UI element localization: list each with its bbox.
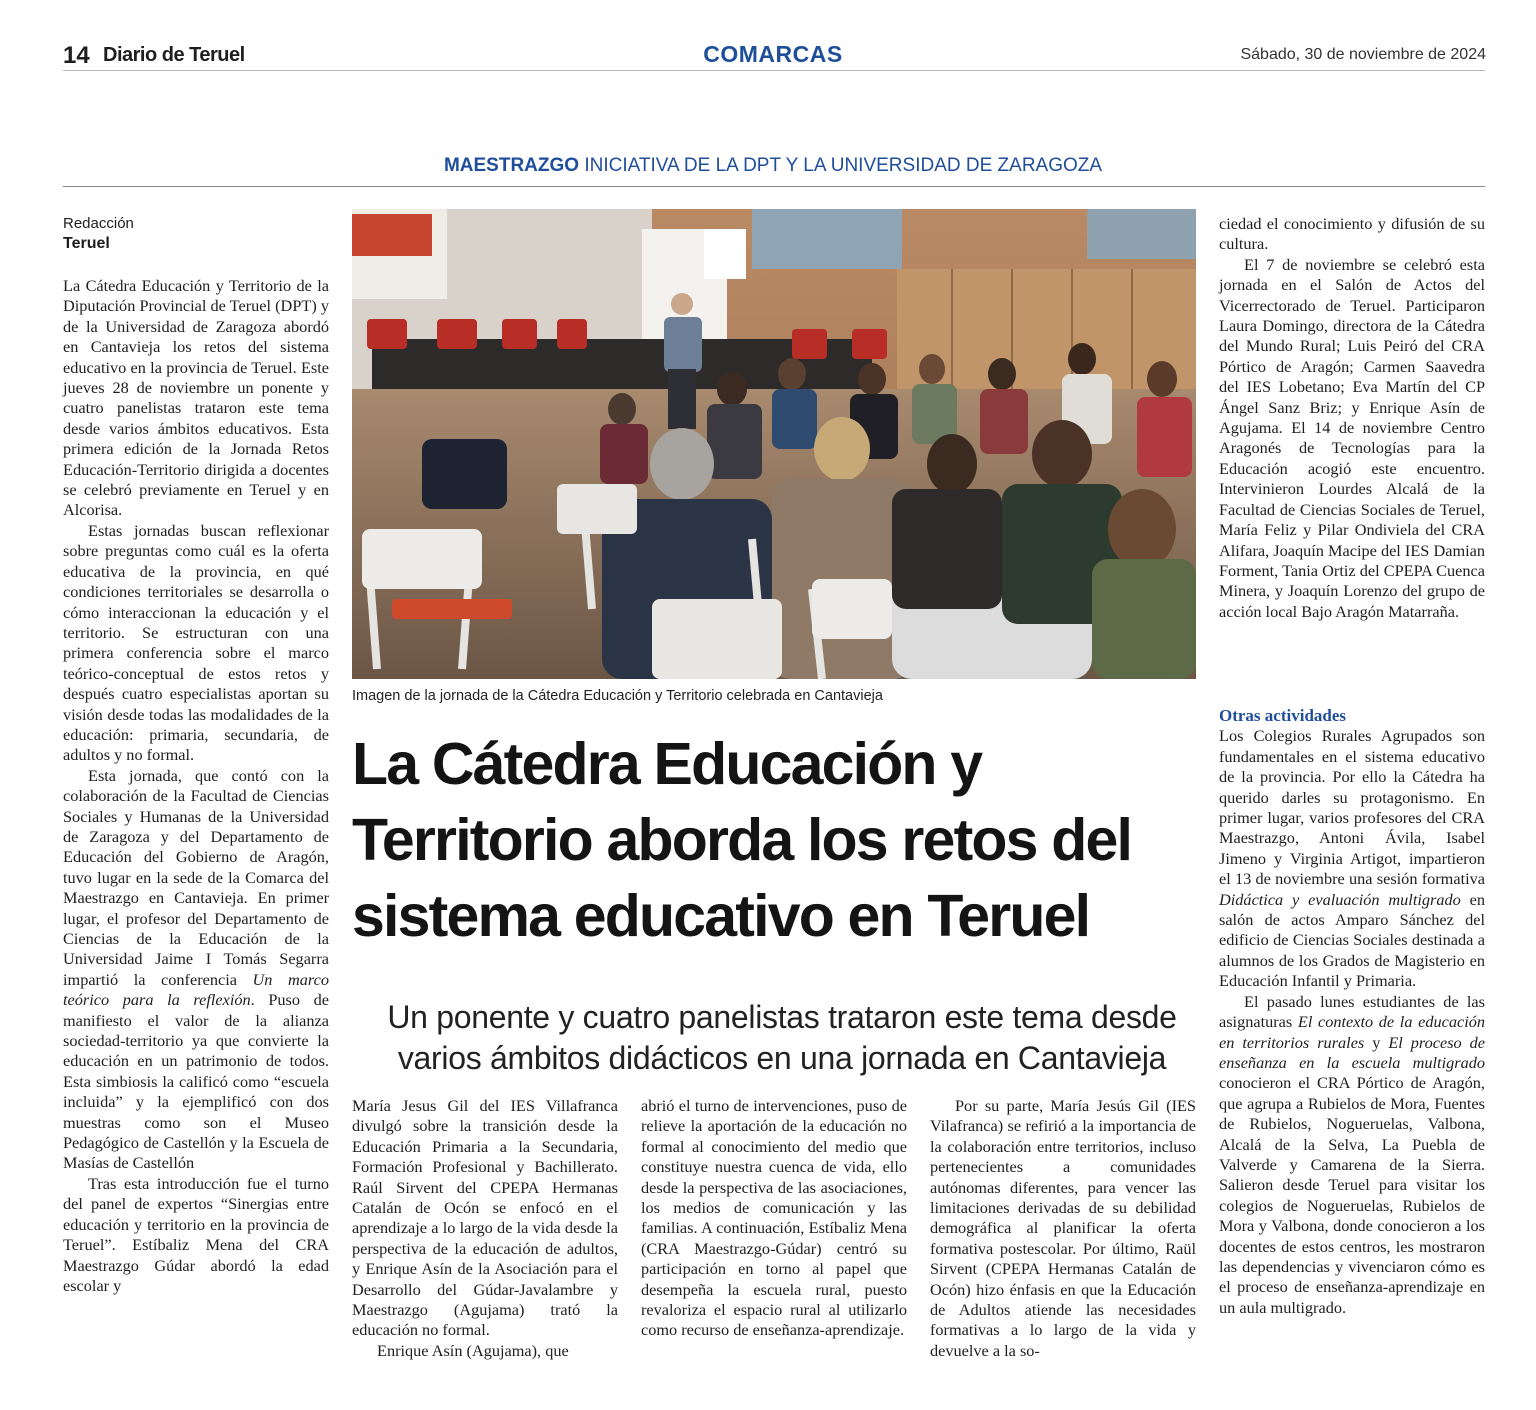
event-photo-illustration [352, 209, 1196, 679]
article-headline: La Cátedra Educación y Territorio aborda los retos del sistema educativo en Teruel [352, 731, 1132, 949]
header-divider [63, 70, 1485, 71]
subject-title: El proceso de enseñanza en la escuela multigrado [1219, 1032, 1485, 1072]
paragraph: Por su parte, María Jesús Gil (IES Vilafranca) se refirió a la importancia de la colaboración entre territorios, incluso pertenecientes a comunidades autónomas diferentes, para vencer las limitaciones derivadas de su debilidad demográfica al planificar la oferta formativa postescolar. Por último, Raül Sirvent (CPEPA Hermanas Catalán de Ocón) hizo énfasis en que la Educación de Adultos atiende las necesidades formativas a lo largo de la vida y devuelve a la so- [930, 1096, 1196, 1360]
subject-title: El contexto de la educación en territorios rurales [1219, 1012, 1486, 1052]
paragraph: Estas jornadas buscan reflexionar sobre preguntas como cuál es la oferta educativa de la provincia, en qué condiciones territoriales se desarrolla o cómo interaccionan la educación y el territorio. Se estructuran con una primera conferencia sobre el marco teórico-conceptual de estos retos y después cuatro especialistas aportan su visión desde todas las modalidades de la educación: primaria, secundaria, de adultos y no formal. [63, 520, 329, 765]
paragraph: Esta jornada, que contó con la colaboración de la Facultad de Ciencias Sociales y Humanas de la Universidad de Zaragoza y del Departamento de Educación del Gobierno de Aragón, tuvo lugar en la sede de la Comarca del Maestrazgo en Cantavieja. En primer lugar, el profesor del Departamento de Ciencias de la Educación de la Universidad Jaime I Tomás Segarra impartió la conferencia Un marco teórico para la reflexión. Puso de manifiesto el valor de la alianza sociedad-territorio ya que convierte la educación en un patrimonio de todos. Esta simbiosis la calificó como “escuela incluida” y la ejemplificó con dos muestras como son el Museo Pedagógico de Castellón y la Escuela de Masías de Castellón [63, 765, 330, 1173]
byline [63, 214, 333, 254]
article-column-2 [352, 1096, 618, 1361]
paragraph: Enrique Asín (Agujama), que [377, 1340, 569, 1360]
article-column-5-top [1219, 214, 1485, 622]
article-column-1 [63, 276, 329, 1296]
paragraph: La Cátedra Educación y Territorio de la Diputación Provincial de Teruel (DPT) y de la Universidad de Zaragoza abordó en Cantavieja los retos del sistema educativo en la provincia de Teruel. Este jueves 28 de noviembre un ponente y cuatro panelistas trataron este tema desde varios ámbitos educativos. Esta primera edición de la Jornada Retos Educación-Territorio dirigida a docentes se celebró previamente en Teruel y en Alcorisa. [63, 276, 329, 520]
newspaper-logo: Diario de Teruel [103, 44, 245, 66]
byline-author: Redacción [63, 215, 134, 232]
article-subheadline: Un ponente y cuatro panelistas trataron este tema desde varios ámbitos didácticos en una jornada en Cantavieja [387, 999, 1177, 1076]
section-title: COMARCAS [703, 41, 843, 67]
issue-date: Sábado, 30 de noviembre de 2024 [1240, 46, 1486, 63]
page-number: 14 [63, 42, 90, 69]
kicker-region: MAESTRAZGO [443, 155, 580, 176]
article-column-4 [930, 1096, 1196, 1361]
paragraph: abrió el turno de intervenciones, puso de relieve la aportación de la educación no formal al conocimiento del medio que constituye nuestra cuenca de vida, ello desde la perspectiva de las asociaciones, los medios de comunicación y las familias. A continuación, Estíbaliz Mena (CRA Maestrazgo-Gúdar) centró su participación en torno al papel que desempeña la escuela rural, puesto revaloriza el espacio rural al utilizarlo como recurso de enseñanza-aprendizaje. [641, 1096, 907, 1340]
photo-caption: Imagen de la jornada de la Cátedra Educación y Territorio celebrada en Cantavieja [352, 688, 883, 704]
article-photo [352, 209, 1196, 679]
article-column-5-bottom [1219, 706, 1485, 1318]
paragraph: El pasado lunes estudiantes de las asignaturas El contexto de la educación en territorios rurales y El proceso de enseñanza en la escuela multigrado conocieron el CRA Pórtico de Aragón, que agrupa a Rubielos de Mora, Fuentes de Rubielos, Nogueruelas, Valbona, Alcalá de la Selva, La Puebla de Valverde y Camarena de la Sierra. Salieron desde Teruel para visitar los colegios de Nogueruelas, Rubielos de Mora y Valbona, donde conocieron a los docentes de estos centros, les mostraron las dependencias y vivenciaron cómo es el proceso de enseñanza-aprendizaje en un aula multigrado. [1219, 991, 1486, 1317]
byline-city: Teruel [63, 235, 110, 252]
paragraph: María Jesus Gil del IES Villafranca divulgó sobre la transición desde la Educación Primaria a la Secundaria, Formación Profesional y Bachillerato. Raúl Sirvent del CPEPA Hermanas Catalán de Ocón se enfocó en el aprendizaje a lo largo de la vida desde la perspectiva de la educación de adultos, y Enrique Asín de la Asociación para el Desarrollo del Gúdar-Javalambre y Maestrazgo (Agujama) trató la educación no formal. [352, 1096, 618, 1340]
section-subheading: Otras actividades [1219, 706, 1347, 725]
kicker-divider [63, 186, 1485, 187]
article-kicker [0, 155, 1536, 177]
paragraph: ciedad el conocimiento y difusión de su cultura. [1219, 214, 1485, 254]
kicker-text: INICIATIVA DE LA DPT Y LA UNIVERSIDAD DE ZARAGOZA [584, 155, 1103, 176]
course-title: Didáctica y evaluación multigrado [1219, 889, 1461, 909]
paragraph: El 7 de noviembre se celebró esta jornada en el Salón de Actos del Vicerrectorado de Teruel. Participaron Laura Domingo, directora de la Cátedra del Mundo Rural; Luis Peiró del CRA Pórtico de Aragón; Carmen Saavedra del IES Lobetano; Eva Martín del CP Ángel Sanz Briz; y Enrique Asín de Agujama. El 14 de noviembre Centro Aragonés de Tecnologías para la Educación acogió este encuentro. Intervinieron Lourdes Alcalá de la Facultad de Ciencias Sociales de Teruel, María Feliz y Pilar Ondiviela del CRA Alifara, Joaquín Macipe del IES Damian Forment, Tania Ortiz del CPEPA Cuenca Minera, y Joaquín Lorenzo del grupo de acción local Bajo Aragón Matarraña. [1219, 254, 1485, 621]
article-column-3 [641, 1096, 907, 1341]
paragraph: Tras esta introducción fue el turno del panel de expertos “Sinergias entre educación y territorio en la provincia de Teruel”. Estíbaliz Mena del CRA Maestrazgo Gúdar abordó la edad escolar y [63, 1173, 329, 1295]
paragraph: Los Colegios Rurales Agrupados son fundamentales en el sistema educativo de la provincia. Por ello la Cátedra ha querido darles su protagonismo. En primer lugar, varios profesores del CRA Maestrazgo, Antoni Ávila, Isabel Jimeno y Virginia Artigot, impartieron el 13 de noviembre una sesión formativa Didáctica y evaluación multigrado en salón de actos Amparo Sánchez del edificio de Ciencias Sociales destinada a alumnos de los Grados de Magisterio en Educación Infantil y Primaria. [1219, 726, 1485, 991]
conference-title: Un marco teórico para la reflexión [63, 969, 330, 1010]
